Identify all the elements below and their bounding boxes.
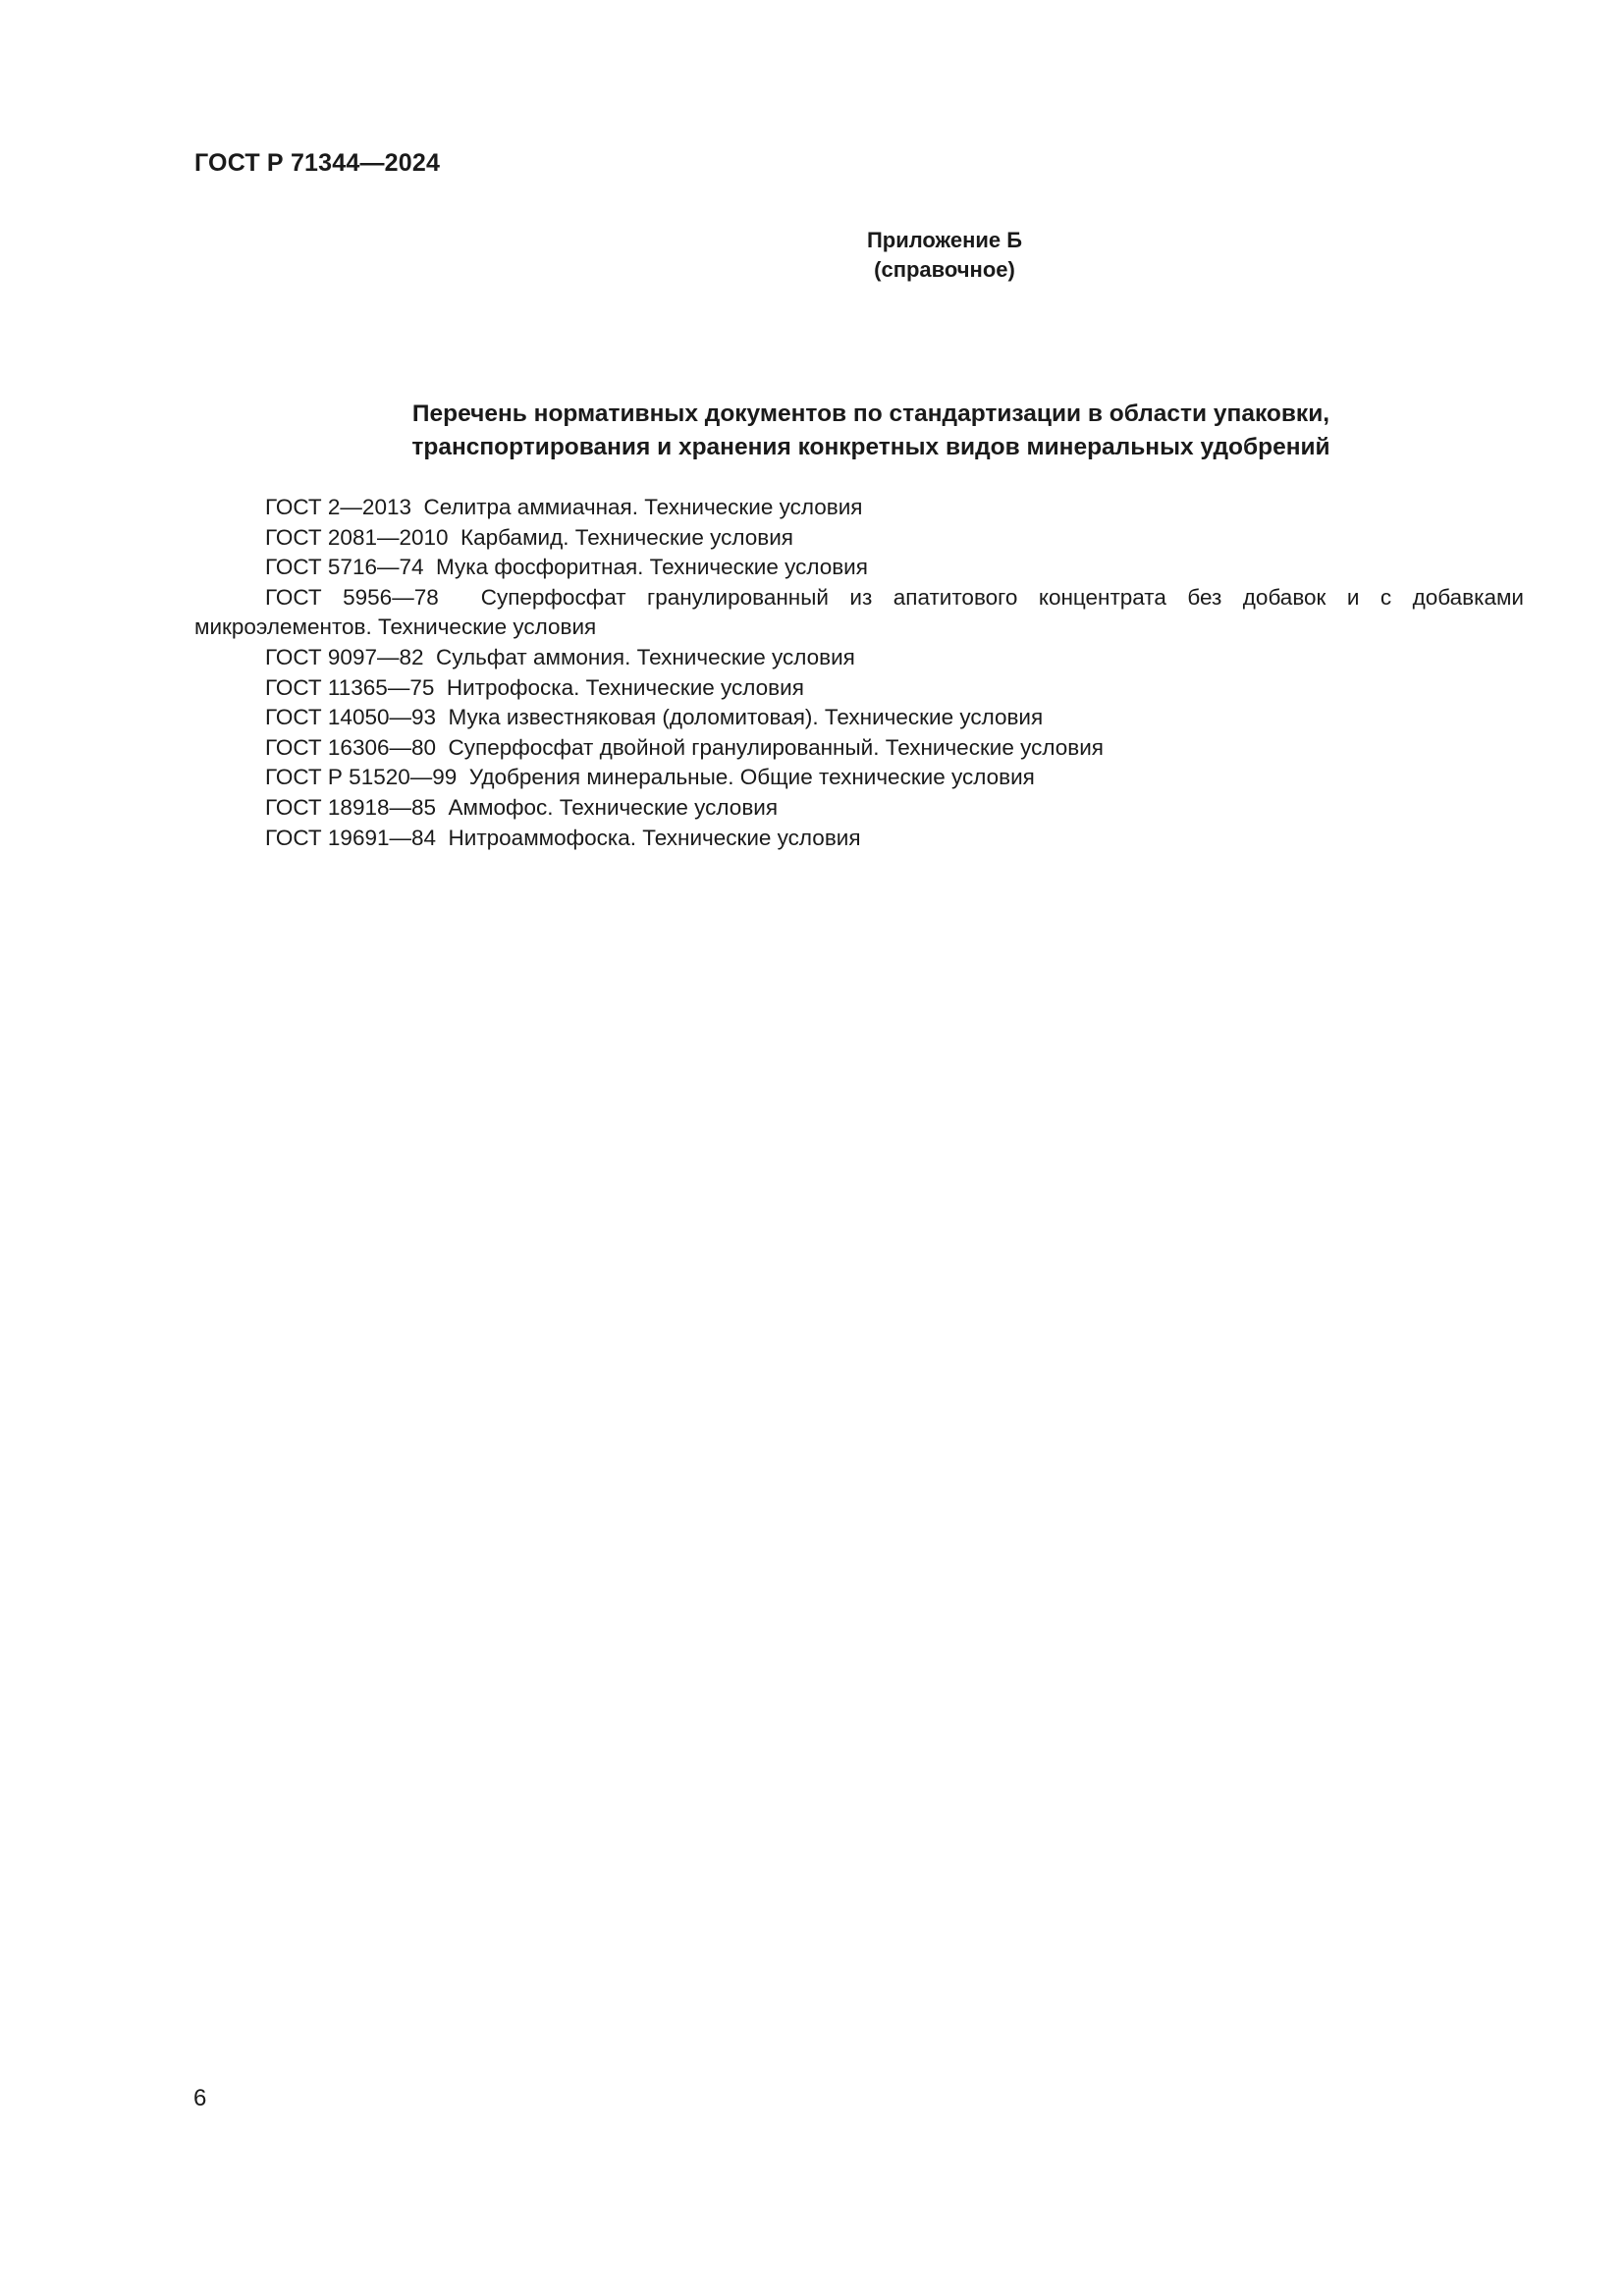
standard-title: Нитроаммофоска. Технические условия bbox=[448, 825, 861, 850]
section-title-line-2: транспортирования и хранения конкретных видов минеральных удобрений bbox=[411, 434, 1330, 460]
list-item bbox=[194, 793, 1524, 824]
appendix-heading bbox=[0, 226, 1624, 285]
standard-title: Карбамид. Технические условия bbox=[460, 524, 793, 550]
list-item bbox=[194, 553, 1524, 583]
list-item bbox=[194, 763, 1524, 793]
page-number: 6 bbox=[193, 2085, 207, 2111]
standard-title: Мука известняковая (доломитовая). Технические условия bbox=[448, 705, 1044, 730]
list-item bbox=[194, 703, 1524, 733]
document-number: ГОСТ Р 71344—2024 bbox=[194, 149, 441, 177]
standard-code: ГОСТ 19691—84 bbox=[265, 825, 437, 850]
list-item bbox=[194, 493, 1524, 523]
standard-title: Нитрофоска. Технические условия bbox=[446, 674, 804, 700]
standard-code: ГОСТ 2081—2010 bbox=[265, 524, 449, 550]
standard-title: Аммофос. Технические условия bbox=[448, 794, 779, 820]
standards-list bbox=[194, 493, 1524, 853]
standard-title: Суперфосфат двойной гранулированный. Технические условия bbox=[448, 734, 1104, 760]
section-title bbox=[0, 398, 1624, 464]
list-item bbox=[194, 673, 1524, 704]
list-item bbox=[194, 583, 1524, 643]
list-item bbox=[194, 824, 1524, 854]
standard-title: Суперфосфат гранулированный из апатитового концентрата без добавок и с добавками микроэлементов. Технические условия bbox=[194, 584, 1524, 640]
list-item bbox=[194, 733, 1524, 764]
list-item bbox=[194, 643, 1524, 673]
standard-code: ГОСТ 5956—78 bbox=[265, 584, 439, 610]
standard-code: ГОСТ 14050—93 bbox=[265, 705, 437, 730]
standard-code: ГОСТ 11365—75 bbox=[265, 674, 435, 700]
standard-title: Сульфат аммония. Технические условия bbox=[436, 644, 855, 669]
standard-title: Селитра аммиачная. Технические условия bbox=[423, 495, 863, 519]
standard-code: ГОСТ 5716—74 bbox=[265, 555, 424, 580]
standard-code: ГОСТ 16306—80 bbox=[265, 734, 437, 760]
list-item bbox=[194, 523, 1524, 554]
standard-code: ГОСТ Р 51520—99 bbox=[265, 765, 458, 790]
standard-title: Мука фосфоритная. Технические условия bbox=[436, 555, 868, 580]
standard-title: Удобрения минеральные. Общие технические условия bbox=[468, 765, 1035, 790]
standard-code: ГОСТ 18918—85 bbox=[265, 794, 437, 820]
section-title-line-1: Перечень нормативных документов по стандартизации в области упаковки, bbox=[411, 400, 1330, 427]
appendix-title: Приложение Б bbox=[866, 228, 1023, 252]
standard-code: ГОСТ 9097—82 bbox=[265, 644, 424, 669]
standard-code: ГОСТ 2—2013 bbox=[265, 495, 411, 519]
appendix-kind: (справочное) bbox=[874, 257, 1015, 282]
